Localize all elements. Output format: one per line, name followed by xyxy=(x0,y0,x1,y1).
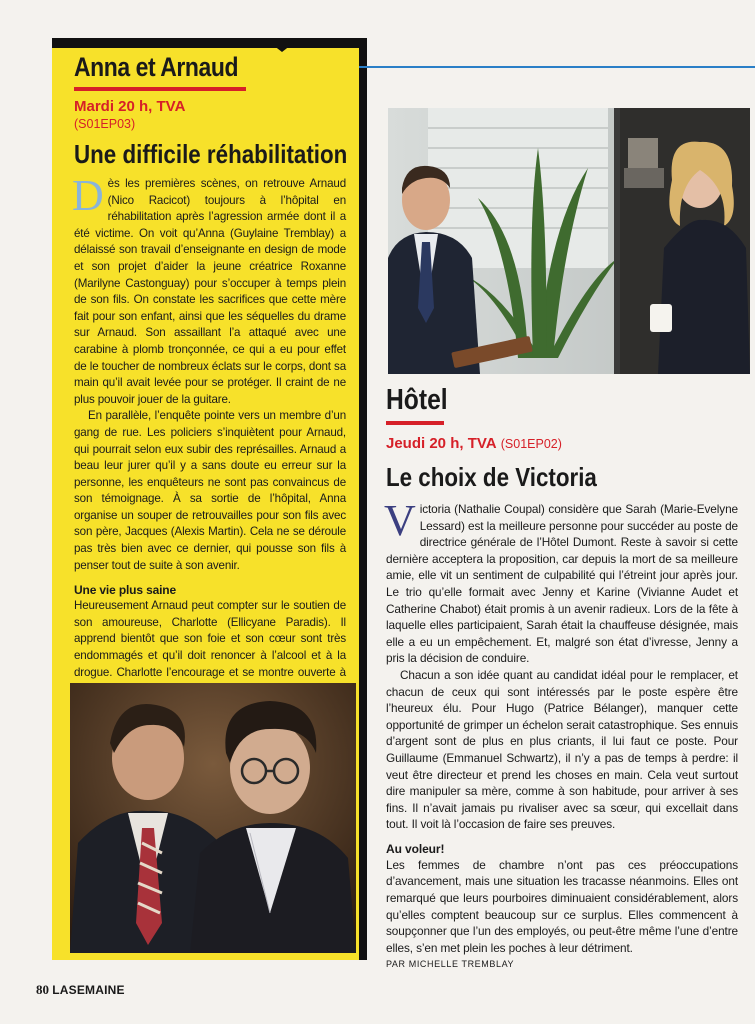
panel-top-bar xyxy=(52,38,359,48)
page-folio xyxy=(36,982,125,998)
page-number: 80 xyxy=(36,982,49,997)
cast-photo-anna-et-arnaud xyxy=(70,683,356,953)
byline: PAR MICHELLE TREMBLAY xyxy=(386,959,515,970)
paragraph: En parallèle, l’enquête pointe vers un membre d’un gang de rue. Les policiers s’inquiètent pour Arnaud, qui pourrait selon eux subir des représailles. Arnaud a beau leur jurer qu’il y a sans doute eu erreur sur la personne, les enquêteurs ne sont pas convaincus de son témoignage. À sa sortie de l’hôpital, Anna organise un souper de retrouvailles pour son fils avec son père, Jacques (Alexis Martin). Cela ne se déroule pas très bien avec ce dernier, qui pousse son fils à penser tout de suite à son avenir. xyxy=(74,409,346,572)
broadcast-slot: Jeudi 20 h, TVA xyxy=(386,435,497,452)
paragraph xyxy=(72,171,346,408)
broadcast-slot-line xyxy=(386,435,738,453)
drop-cap: V xyxy=(384,496,416,545)
episode-code: (S01EP03) xyxy=(74,117,136,131)
article-body xyxy=(384,496,738,973)
paragraph: Les femmes de chambre n’ont pas ces préoccupations d’avancement, mais une situation les tracasse néanmoins. Elles ont remarqué que leurs pourboires diminuaient considérablement, alors qu’elles comptent beaucoup sur ce surplus. Elles commencent à soupçonner que l’un des employés, ou peut-être même l’une d’entre elles, s’en met plein les poches à leur détriment. xyxy=(386,857,738,955)
broadcast-slot: Mardi 20 h, TVA xyxy=(74,98,186,115)
article-body xyxy=(72,171,346,714)
paragraph-text: ictoria (Nathalie Coupal) considère que Sarah (Marie-Evelyne Lessard) est la meilleure personne pour succéder au poste de directrice générale de l’Hôtel Dumont. Reste à savoir si cette dernière acceptera la proposition, car depuis la mort de sa meilleure amie, elle vit un sentiment de culpabilité qui l’étreint jour après jour. Le trio qu’elle formait avec Jenny et Karine (Vivianne Audet et Catherine Chabot) était promis à un avenir radieux. Lors de la fête à laquelle elles participaient, Sarah était la chauffeuse désignée, mais elle a eu un empêchement. Et, malgré son état d’ivresse, Jenny a pris la décision de conduire. xyxy=(386,502,738,666)
episode-code: (S01EP02) xyxy=(500,437,562,451)
photo-illustration xyxy=(70,683,356,953)
cast-photo-hotel xyxy=(388,108,750,374)
title-underline xyxy=(74,87,246,91)
title-underline xyxy=(386,421,444,425)
paragraph: Chacun a son idée quant au candidat idéal pour le remplacer, et chacun de ceux qui sont intéressés par le poste espère être l’heureux élu. Pour Hugo (Patrice Bélanger), manquer cette opportunité de grimper un échelon serait catastrophique. Ses ennuis d’argent sont de plus en plus criants, il lui faut ce poste. Pour Guillaume (Emmanuel Schwartz), il n’y a pas de temps à perdre: il veut être directeur et prend les choses en main. Cela veut surtout dire manipuler sa mère, comme à son habitude, pour arriver à ses fins. Il n’avait jamais pu rivaliser avec sa sœur, qui excellait dans tout. Il voit là l’occasion de faire ses preuves. xyxy=(386,667,738,832)
blue-rule xyxy=(359,66,755,68)
episode-headline: Une difficile réhabilitation xyxy=(74,139,348,169)
paragraph-text: Heureusement Arnaud peut compter sur le soutien de son amoureuse, Charlotte (Ellicyane Paradis). Il apprend bientôt que son foie et son cœur sont très endommagés et qu’il doit renoncer à l’alcool et à la drogue. Charlotte l’encourage et se montre ouverte à xyxy=(74,599,346,679)
show-title: Hôtel xyxy=(386,384,448,416)
right-article xyxy=(386,382,738,973)
show-title: Anna et Arnaud xyxy=(74,52,239,82)
paragraph xyxy=(384,496,738,667)
photo-illustration xyxy=(388,108,750,374)
paragraph-text: ès les premières scènes, on retrouve Arnaud (Nico Racicot) toujours à l’hôpital en réhabilitation après l’agression armée dont il a été victime. On voit qu’Anna (Guylaine Tremblay) a délaissé son travail d’enseignante en design de mode et son projet d’aider la jeune créatrice Roxanne (Marilyne Castonguay) pour s’occuper à temps plein de son fils. On constate les sacrifices que cette mère fait pour son enfant, ainsi que les séquelles du drame sur Arnaud. Son assaillant l’a attaqué avec une carabine à plomb tronçonnée, ce qui a eu pour effet de le toucher de nombreux éclats sur le corps, dont sa main qu’il avait levée pour se protéger. Il craint de ne plus pouvoir jouer de la guitare. xyxy=(74,177,346,406)
episode-headline: Le choix de Victoria xyxy=(386,462,597,492)
magazine-name: LASEMAINE xyxy=(52,983,125,997)
panel-right-bar xyxy=(359,38,367,960)
subheading: Au voleur! xyxy=(386,841,445,856)
subheading: Une vie plus saine xyxy=(74,583,177,598)
drop-cap: D xyxy=(72,171,104,220)
left-article xyxy=(74,50,346,714)
